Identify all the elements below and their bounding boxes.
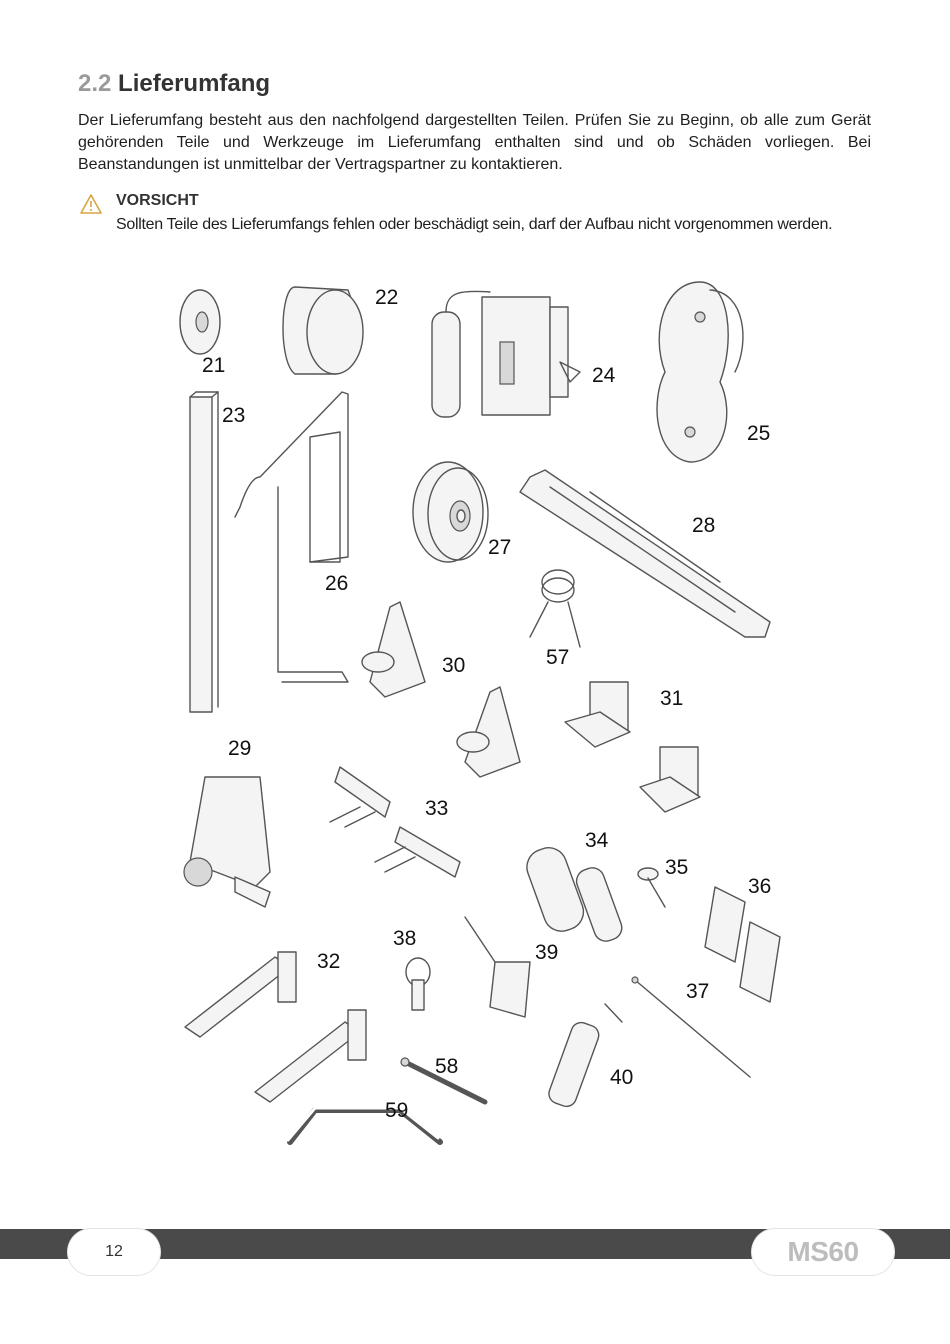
- part-label-34: 34: [585, 829, 609, 852]
- page-number: 12: [68, 1229, 160, 1275]
- part-label-21: 21: [202, 354, 226, 377]
- part-36-pedals: [705, 887, 780, 1002]
- part-label-25: 25: [747, 422, 771, 445]
- part-label-59: 59: [385, 1099, 409, 1122]
- part-39-bracket: [465, 917, 530, 1017]
- part-label-26: 26: [325, 572, 349, 595]
- part-label-37: 37: [686, 980, 710, 1003]
- part-label-33: 33: [425, 797, 449, 820]
- part-label-29: 29: [228, 737, 252, 760]
- warning-text: Sollten Teile des Lieferumfangs fehlen oder beschädigt sein, darf der Aufbau nicht vorgenommen werden.: [116, 216, 833, 233]
- part-label-40: 40: [610, 1066, 634, 1089]
- part-57-clip: [530, 570, 580, 647]
- part-25-plate: [657, 282, 743, 462]
- part-label-24: 24: [592, 364, 616, 387]
- intro-paragraph: Der Lieferumfang besteht aus den nachfolgend dargestellten Teilen. Prüfen Sie zu Beginn, ob alle zum Gerät gehörenden Teile und Werkzeuge im Lieferumfang enthalten sind und ob Schäden vorliegen. Bei Beanstandungen ist unmittelbar der Vertragspartner zu kontaktieren.: [78, 112, 871, 173]
- part-23-upright: [190, 392, 218, 712]
- part-label-39: 39: [535, 941, 559, 964]
- section-number: 2.2: [78, 70, 112, 97]
- part-label-35: 35: [665, 856, 689, 879]
- part-32-arms: [185, 952, 366, 1102]
- part-27-pulley: [413, 462, 488, 562]
- section-title: [78, 70, 270, 98]
- model-logo: MS60: [752, 1229, 894, 1275]
- part-29-triangle: [184, 777, 270, 907]
- part-label-31: 31: [660, 687, 684, 710]
- part-34-roller: [522, 843, 625, 945]
- part-24-bracket: [432, 291, 580, 417]
- part-22-end-cap: [283, 287, 363, 374]
- parts-drawing: [160, 262, 800, 1182]
- part-label-36: 36: [748, 875, 772, 898]
- part-38-pop-pin: [406, 958, 430, 1010]
- part-label-28: 28: [692, 514, 716, 537]
- part-26-cable: [235, 392, 348, 682]
- part-label-22: 22: [375, 286, 399, 309]
- warning-triangle-icon: [80, 194, 102, 214]
- part-label-30: 30: [442, 654, 466, 677]
- part-28-pad: [520, 470, 770, 637]
- part-label-58: 58: [435, 1055, 459, 1078]
- part-35-pin: [638, 868, 665, 907]
- part-21-washer: [180, 290, 220, 354]
- part-59-bent-bar: [288, 1108, 440, 1142]
- part-label-32: 32: [317, 950, 341, 973]
- section-heading: Lieferumfang: [118, 70, 271, 97]
- part-label-27: 27: [488, 536, 512, 559]
- part-label-57: 57: [546, 646, 570, 669]
- part-33-brackets: [330, 767, 460, 877]
- part-label-38: 38: [393, 927, 417, 950]
- warning-title: VORSICHT: [116, 192, 199, 209]
- part-40-tube: [546, 1004, 622, 1109]
- part-label-23: 23: [222, 404, 246, 427]
- part-30-handles: [362, 602, 520, 777]
- parts-illustration: [160, 262, 800, 1182]
